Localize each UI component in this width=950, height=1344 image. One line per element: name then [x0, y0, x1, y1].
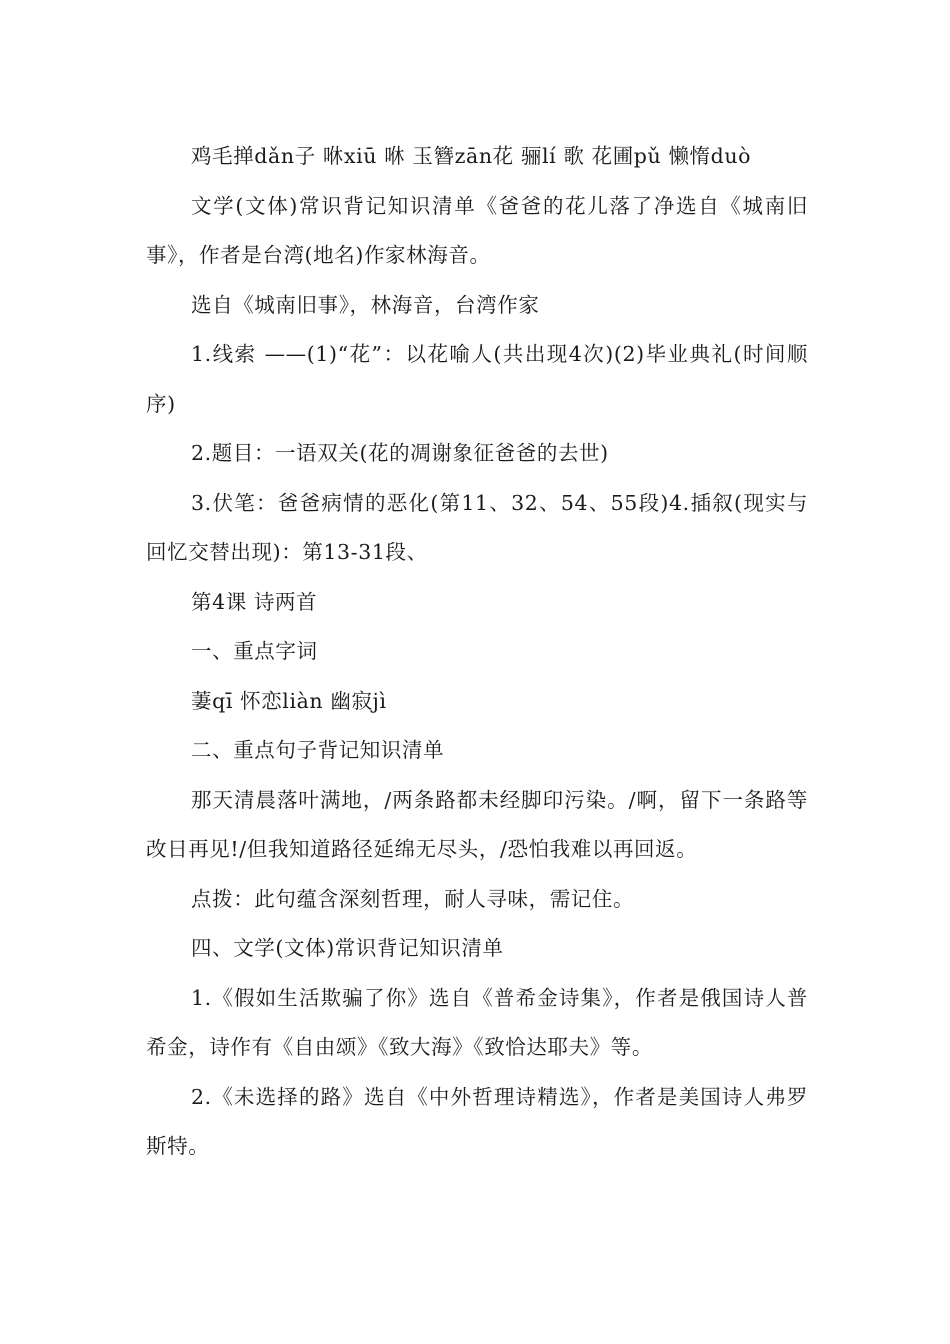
paragraph-literature-note: 文学(文体)常识背记知识清单《爸爸的花儿落了净选自《城南旧事》，作者是台湾(地名)作家林海音。: [146, 193, 808, 267]
section-heading-key-words: 一、重点字词: [191, 639, 318, 663]
section-heading-key-sentences: 二、重点句子背记知识清单: [191, 738, 445, 762]
section-heading-literature: 四、文学(文体)常识背记知识清单: [191, 936, 504, 960]
paragraph-hint: 点拨：此句蕴含深刻哲理，耐人寻味，需记住。: [191, 886, 635, 911]
lesson-heading: 第4课 诗两首: [191, 589, 318, 614]
paragraph-clue: 1.线索 ——(1)“花”：以花喻人(共出现4次)(2)毕业典礼(时间顺序): [146, 342, 808, 416]
document-page: [146, 132, 808, 1172]
paragraph-poem-two: 2.《未选择的路》选自《中外哲理诗精选》，作者是美国诗人弗罗斯特。: [146, 1084, 808, 1158]
paragraph-foreshadowing: 3.伏笔：爸爸病情的恶化(第11、32、54、55段)4.插叙(现实与回忆交替出现)：第13-31段、: [146, 490, 808, 564]
paragraph-key-words: 萋qī 怀恋liàn 幽寂jì: [191, 688, 387, 713]
paragraph-source-summary: 选自《城南旧事》，林海音，台湾作家: [191, 292, 540, 317]
paragraph-vocab-list: 鸡毛掸dǎn子 咻xiū 咻 玉簪zān花 骊lí 歌 花圃pǔ 懒惰duò: [191, 144, 752, 168]
paragraph-key-sentence: 那天清晨落叶满地，/两条路都未经脚印污染。/啊，留下一条路等改日再见!/但我知道路径延绵无尽头，/恐怕我难以再回返。: [146, 787, 808, 861]
paragraph-title-meaning: 2.题目：一语双关(花的凋谢象征爸爸的去世): [191, 441, 609, 465]
paragraph-poem-one: 1.《假如生活欺骗了你》选自《普希金诗集》，作者是俄国诗人普希金，诗作有《自由颂》《致大海》《致恰达耶夫》等。: [146, 985, 808, 1059]
